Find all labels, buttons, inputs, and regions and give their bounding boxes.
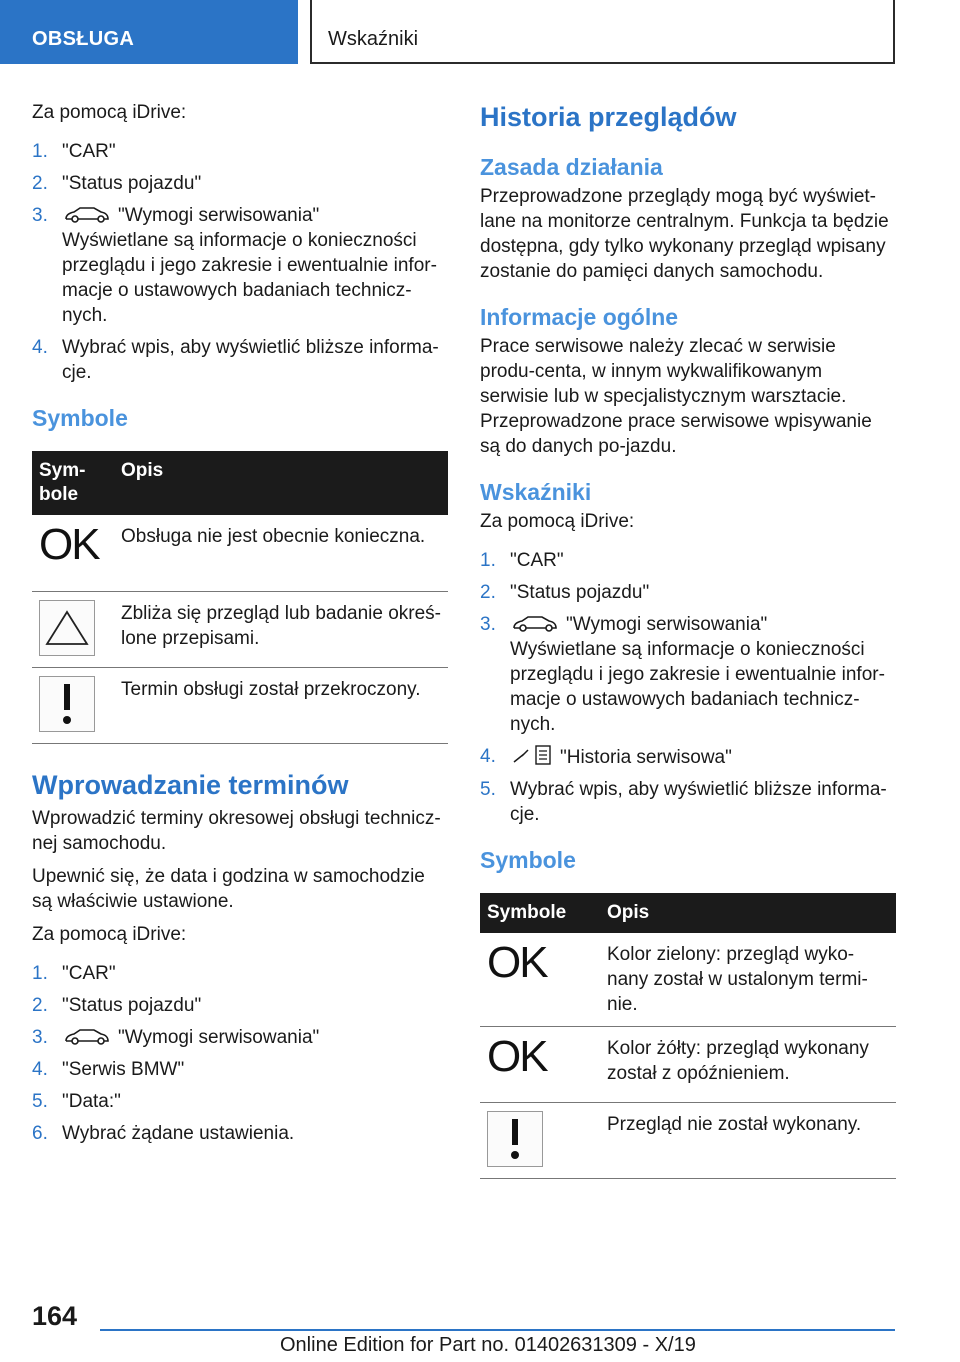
left-column	[32, 100, 448, 1153]
car-icon	[64, 1028, 110, 1046]
list-item: 4. Wybrać wpis, aby wyświetlić bliższe informa-cje.	[32, 337, 439, 383]
steps-list-3	[480, 548, 896, 827]
header-title-box	[310, 0, 895, 64]
wskazniki-intro: Za pomocą iDrive:	[480, 511, 635, 532]
exclamation-icon	[39, 676, 95, 732]
right-column	[480, 100, 896, 1179]
section-label: OBSŁUGA	[32, 28, 135, 50]
row-desc: Obsługa nie jest obecnie konieczna.	[114, 515, 448, 591]
ok-icon: OK	[487, 1032, 547, 1081]
col-header-desc: Opis	[600, 893, 896, 933]
ok-icon: OK	[39, 520, 99, 569]
intro-text: Za pomocą iDrive:	[32, 102, 187, 123]
col-header-symbol: Symbole	[480, 893, 600, 933]
row-desc: Termin obsługi został przekroczony.	[114, 667, 448, 743]
list-item: 1. "CAR"	[32, 141, 116, 162]
table-row	[480, 1027, 896, 1103]
historia-heading: Historia przeglądów	[480, 102, 737, 132]
info-heading: Informacje ogólne	[480, 304, 679, 330]
list-item: 3. "Wymogi serwisowania" Wyświetlane są informacje o konieczności przeglądu i jego zakresie i ewentualnie infor-macje o ustawowych badaniach technicz-nych.	[480, 614, 885, 735]
col-header-desc: Opis	[114, 451, 448, 515]
ok-icon: OK	[487, 938, 547, 987]
row-desc: Przegląd nie został wykonany.	[600, 1103, 896, 1179]
terminy-text-1: Wprowadzić terminy okresowej obsługi technicz-nej samochodu.	[32, 807, 441, 854]
list-item: 5. Wybrać wpis, aby wyświetlić bliższe informa-cje.	[480, 779, 887, 825]
zasada-heading: Zasada działania	[480, 154, 663, 180]
info-text: Prace serwisowe należy zlecać w serwisie produ-centa, w innym wykwalifikowanym serwisie lub w specjalistycznym warsztacie. Przeprowadzone prace serwisowe wpisywanie są do danych po-jazdu.	[480, 336, 872, 457]
terminy-heading: Wprowadzanie terminów	[32, 769, 349, 800]
exclamation-icon	[487, 1111, 543, 1167]
section-tab	[0, 0, 298, 64]
steps-list-2	[32, 961, 448, 1146]
row-desc: Zbliża się przegląd lub badanie okreś-lone przepisami.	[114, 591, 448, 667]
list-item: 2. "Status pojazdu"	[32, 173, 202, 194]
list-item: 1. "CAR"	[32, 962, 116, 984]
steps-list-1	[32, 139, 448, 385]
list-item: 1. "CAR"	[480, 550, 564, 571]
footer-edition: Online Edition for Part no. 01402631309 - X/19	[280, 1334, 696, 1356]
list-item: 6. Wybrać żądane ustawienia.	[32, 1122, 295, 1144]
row-desc: Kolor zielony: przegląd wyko-nany został w ustalonym termi-nie.	[600, 933, 896, 1027]
page-number: 164	[32, 1301, 78, 1331]
symbols-table	[32, 451, 448, 744]
list-item: 4. "Serwis BMW"	[32, 1058, 185, 1080]
table-row	[480, 933, 896, 1027]
list-item: 2. "Status pojazdu"	[32, 994, 202, 1016]
warning-triangle-icon	[39, 600, 95, 656]
page-title: Wskaźniki	[328, 28, 419, 50]
wskazniki-heading: Wskaźniki	[480, 479, 592, 505]
service-symbols-table	[480, 893, 896, 1179]
table-row	[32, 667, 448, 743]
col-header-symbol: Sym-bole	[32, 451, 114, 515]
row-desc: Kolor żółty: przegląd wykonany został z opóźnieniem.	[600, 1027, 896, 1103]
list-item: 3. "Wymogi serwisowania" Wyświetlane są informacje o konieczności przeglądu i jego zakresie i ewentualnie infor-macje o ustawowych badaniach technicz-nych.	[32, 205, 437, 326]
service-history-icon	[512, 744, 552, 766]
table-row	[32, 591, 448, 667]
table-row	[32, 515, 448, 591]
list-item: 3. "Wymogi serwisowania"	[32, 1026, 320, 1048]
zasada-text: Przeprowadzone przeglądy mogą być wyświet-lane na monitorze centralnym. Funkcja ta będzie dostępna, gdy tylko wykonany przegląd wpisany zostanie do pamięci danych samochodu.	[480, 186, 889, 282]
symbole-heading-2: Symbole	[480, 847, 576, 873]
terminy-text-2: Upewnić się, że data i godzina w samochodzie są właściwie ustawione.	[32, 865, 425, 912]
footer-divider	[100, 1329, 895, 1331]
terminy-text-3: Za pomocą iDrive:	[32, 923, 187, 945]
table-row	[480, 1103, 896, 1179]
car-icon	[512, 615, 558, 633]
car-icon	[64, 206, 110, 224]
symbole-heading: Symbole	[32, 405, 128, 431]
list-item: 2. "Status pojazdu"	[480, 582, 650, 603]
list-item: 5. "Data:"	[32, 1090, 121, 1112]
list-item: 4. "Historia serwisowa"	[480, 746, 732, 768]
